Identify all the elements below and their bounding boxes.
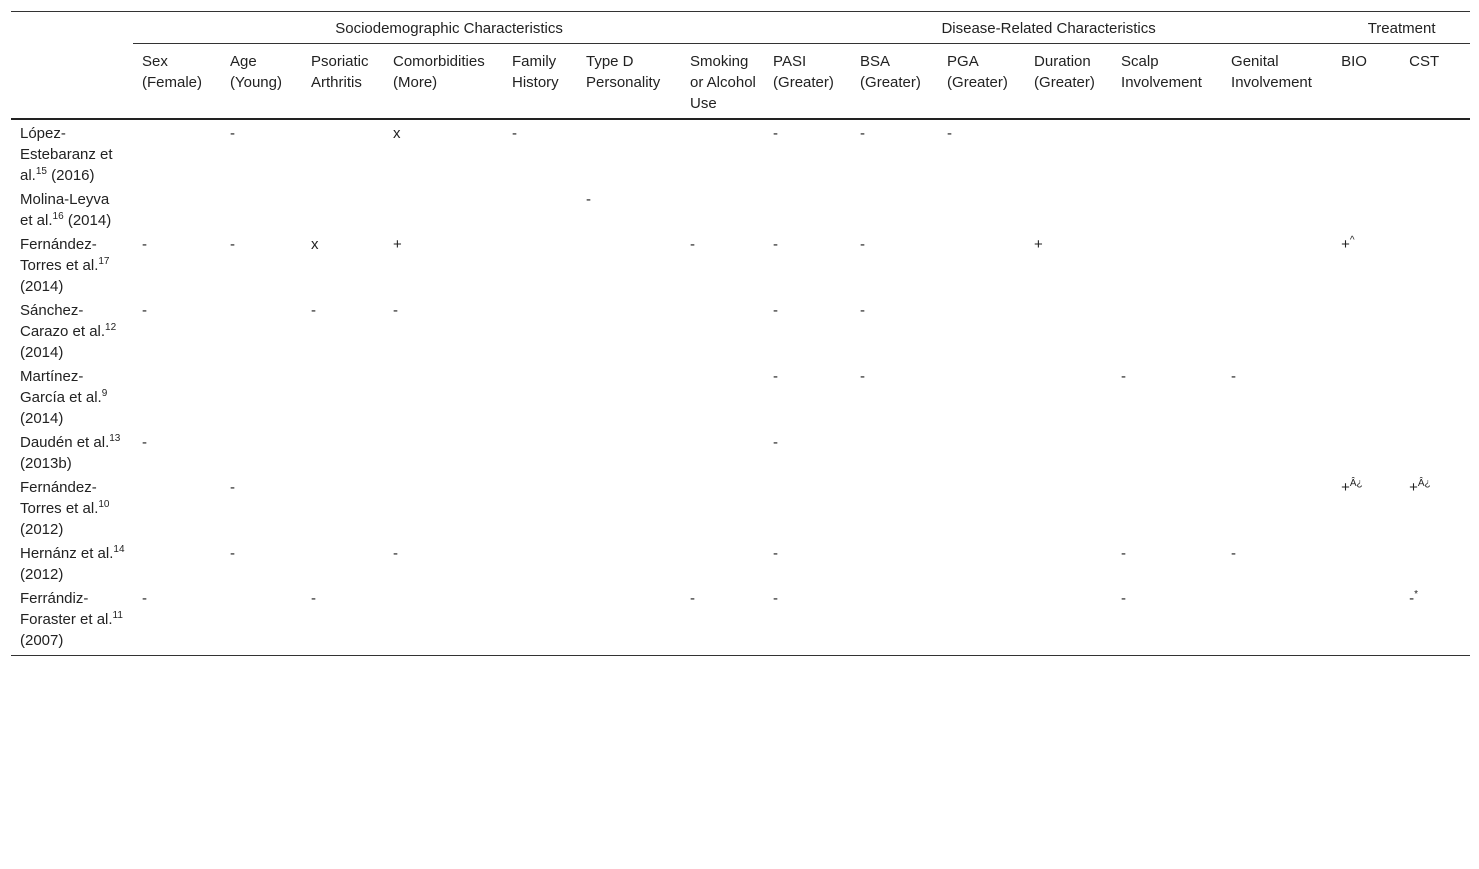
table-cell — [1025, 363, 1112, 429]
reference-number: 16 — [52, 211, 64, 222]
table-cell — [221, 585, 302, 656]
column-header: Comorbidities (More) — [384, 44, 503, 120]
table-cell — [1025, 474, 1112, 540]
table-cell — [503, 186, 577, 231]
table-cell — [302, 363, 384, 429]
table-cell: - — [690, 590, 695, 607]
table-cell — [1332, 474, 1400, 540]
table-cell — [133, 186, 221, 231]
cell-value: + — [1409, 479, 1418, 496]
study-year: (2014) — [20, 410, 64, 427]
table-cell — [1400, 540, 1470, 585]
table-cell: - — [773, 434, 779, 451]
table-cell — [938, 429, 1025, 474]
table-cell — [1400, 119, 1470, 186]
table-cell — [302, 119, 384, 186]
table-cell: - — [230, 236, 235, 253]
column-header: CST — [1400, 44, 1470, 120]
table-cell — [133, 119, 221, 186]
table-row — [11, 429, 1470, 474]
table-cell — [384, 585, 503, 656]
table-cell: - — [1121, 545, 1127, 562]
column-header: BSA (Greater) — [851, 44, 938, 120]
table-cell: - — [860, 302, 866, 319]
column-header: Sex (Female) — [133, 44, 221, 120]
column-header: Scalp Involvement — [1112, 44, 1222, 120]
table-cell: - — [1121, 590, 1127, 607]
column-header: Type D Personality — [577, 44, 681, 120]
table-cell — [221, 429, 302, 474]
table-cell — [1025, 585, 1112, 656]
group-disease: Disease-Related Characteristics — [764, 12, 1332, 44]
table-cell: + — [393, 236, 402, 253]
table-cell — [133, 540, 221, 585]
table-cell — [1332, 119, 1400, 186]
table-cell: - — [773, 368, 779, 385]
study-authors: Fernández-Torres et al. — [20, 479, 99, 517]
table-row — [11, 585, 1470, 656]
table-cell — [764, 186, 851, 231]
table-cell — [1222, 474, 1332, 540]
table-cell — [851, 474, 938, 540]
table-cell — [1222, 585, 1332, 656]
table-cell — [681, 363, 764, 429]
table-cell — [577, 119, 681, 186]
table-cell — [938, 231, 1025, 297]
table-cell: x — [393, 125, 401, 142]
reference-number: 13 — [109, 433, 121, 444]
study-authors: Fernández-Torres et al. — [20, 236, 99, 274]
table-cell: - — [142, 434, 147, 451]
study-cell — [11, 297, 133, 363]
table-cell — [577, 540, 681, 585]
table-cell — [503, 429, 577, 474]
table-cell — [221, 297, 302, 363]
column-header: Smoking or Alcohol Use — [681, 44, 764, 120]
study-authors: Sánchez-Carazo et al. — [20, 302, 106, 340]
table-cell — [302, 429, 384, 474]
table-cell — [384, 363, 503, 429]
table-cell — [577, 429, 681, 474]
study-year: (2012) — [20, 521, 64, 538]
table-cell — [681, 186, 764, 231]
column-header: BIO — [1332, 44, 1400, 120]
study-year: (2014) — [20, 278, 64, 295]
reference-number: 10 — [98, 499, 110, 510]
table-cell — [302, 474, 384, 540]
table-cell — [1112, 429, 1222, 474]
table-cell — [851, 186, 938, 231]
table-cell — [503, 231, 577, 297]
table-cell — [1400, 429, 1470, 474]
reference-number: 17 — [98, 256, 110, 267]
table-cell — [681, 474, 764, 540]
table-cell: - — [773, 236, 779, 253]
study-year: (2016) — [46, 167, 95, 184]
table-cell: - — [860, 236, 866, 253]
study-year: (2012) — [20, 566, 64, 583]
table-cell: - — [773, 545, 779, 562]
table-cell — [938, 540, 1025, 585]
table-cell: - — [947, 125, 953, 142]
table-cell — [302, 540, 384, 585]
table-row — [11, 231, 1470, 297]
table-cell — [1332, 297, 1400, 363]
table-cell — [384, 186, 503, 231]
reference-number: 12 — [105, 322, 117, 333]
column-header: PGA (Greater) — [938, 44, 1025, 120]
cell-value: + — [1341, 479, 1350, 496]
results-table — [11, 11, 1470, 656]
table-cell — [503, 363, 577, 429]
table-cell — [1332, 429, 1400, 474]
table-cell: - — [311, 302, 316, 319]
table-cell — [1112, 231, 1222, 297]
table-cell — [503, 585, 577, 656]
study-authors: López-Estebaranz et al. — [20, 125, 113, 184]
table-cell — [503, 540, 577, 585]
table-cell — [851, 429, 938, 474]
column-header-row — [11, 44, 1470, 120]
corner-cell — [11, 12, 133, 44]
table-cell — [938, 585, 1025, 656]
table-cell — [938, 186, 1025, 231]
table-cell — [1112, 297, 1222, 363]
table-cell — [503, 474, 577, 540]
table-cell — [577, 474, 681, 540]
table-cell: - — [773, 125, 779, 142]
table-cell — [1332, 231, 1400, 297]
reference-number: 11 — [112, 610, 123, 621]
table-cell — [681, 540, 764, 585]
table-cell — [681, 119, 764, 186]
table-cell: - — [1121, 368, 1127, 385]
table-cell: x — [311, 236, 319, 253]
table-cell: - — [690, 236, 695, 253]
table-cell — [384, 429, 503, 474]
table-body — [11, 119, 1470, 656]
table-cell — [681, 429, 764, 474]
study-cell — [11, 363, 133, 429]
table-cell — [133, 363, 221, 429]
table-cell — [384, 474, 503, 540]
column-header: Age (Young) — [221, 44, 302, 120]
study-cell — [11, 119, 133, 186]
study-cell — [11, 186, 133, 231]
study-authors: Molina-Leyva et al. — [20, 191, 110, 229]
table-cell — [1400, 297, 1470, 363]
table-cell — [577, 585, 681, 656]
table-cell — [1112, 186, 1222, 231]
table-cell — [577, 297, 681, 363]
table-row — [11, 297, 1470, 363]
table-cell — [764, 474, 851, 540]
study-cell — [11, 540, 133, 585]
table-cell: - — [860, 125, 866, 142]
table-cell: - — [142, 590, 147, 607]
table-cell: - — [773, 302, 779, 319]
column-header: Duration (Greater) — [1025, 44, 1112, 120]
table-cell: - — [393, 302, 398, 319]
table-cell — [1025, 540, 1112, 585]
table-cell: - — [230, 545, 235, 562]
table-cell — [1222, 297, 1332, 363]
group-treatment: Treatment — [1332, 12, 1470, 44]
table-cell — [302, 186, 384, 231]
table-cell — [1400, 186, 1470, 231]
study-year: (2013b) — [20, 455, 72, 472]
table-cell — [851, 585, 938, 656]
table-cell — [1025, 297, 1112, 363]
study-cell — [11, 474, 133, 540]
table-cell — [133, 474, 221, 540]
table-cell — [503, 297, 577, 363]
table-cell — [1222, 119, 1332, 186]
table-cell: - — [773, 590, 779, 607]
table-cell — [1112, 119, 1222, 186]
table-cell — [577, 231, 681, 297]
study-cell — [11, 429, 133, 474]
table-row — [11, 474, 1470, 540]
table-cell — [1400, 474, 1470, 540]
study-cell — [11, 585, 133, 656]
study-year: (2007) — [20, 632, 64, 649]
column-header: Family History — [503, 44, 577, 120]
table-cell: - — [512, 125, 517, 142]
table-cell: - — [586, 191, 591, 208]
study-year: (2014) — [20, 344, 64, 361]
table-cell: - — [142, 236, 147, 253]
table-cell: + — [1034, 236, 1043, 253]
corner-cell — [11, 44, 133, 120]
table-cell: - — [393, 545, 398, 562]
table-cell: - — [1231, 368, 1237, 385]
table-cell: - — [1231, 545, 1237, 562]
table-cell — [938, 474, 1025, 540]
table-cell: - — [142, 302, 147, 319]
table-row — [11, 363, 1470, 429]
study-authors: Hernánz et al. — [20, 545, 114, 562]
table-cell — [938, 297, 1025, 363]
table-cell — [1112, 474, 1222, 540]
study-cell — [11, 231, 133, 297]
table-cell — [681, 297, 764, 363]
cell-note: Â¿ — [1349, 478, 1363, 489]
table-cell — [577, 363, 681, 429]
cell-note: Â¿ — [1417, 478, 1431, 489]
cell-note: ^ — [1349, 235, 1355, 246]
column-header: Genital Involvement — [1222, 44, 1332, 120]
study-year: (2014) — [63, 212, 112, 229]
table-cell — [938, 363, 1025, 429]
table-cell — [1025, 119, 1112, 186]
group-sociodemographic: Sociodemographic Characteristics — [133, 12, 764, 44]
group-header-row — [11, 12, 1470, 44]
cell-note: * — [1414, 589, 1419, 600]
reference-number: 9 — [101, 388, 108, 399]
study-authors: Daudén et al. — [20, 434, 110, 451]
table-cell — [1222, 429, 1332, 474]
reference-number: 15 — [35, 166, 47, 177]
study-authors: Ferrándiz-Foraster et al. — [20, 590, 113, 628]
table-row — [11, 540, 1470, 585]
table-cell — [221, 186, 302, 231]
table-cell — [1025, 429, 1112, 474]
cell-value: - — [1409, 590, 1415, 607]
table-cell — [1400, 585, 1470, 656]
table-cell — [1332, 540, 1400, 585]
table-cell — [851, 540, 938, 585]
table-cell: - — [311, 590, 316, 607]
table-row — [11, 119, 1470, 186]
study-authors: Martínez-García et al. — [20, 368, 102, 406]
table-cell — [1222, 231, 1332, 297]
table-row — [11, 186, 1470, 231]
reference-number: 14 — [113, 544, 125, 555]
table-cell: - — [230, 125, 235, 142]
cell-value: + — [1341, 236, 1350, 253]
table-cell — [1332, 186, 1400, 231]
table-cell — [1400, 363, 1470, 429]
table-cell — [221, 363, 302, 429]
column-header: Psoriatic Arthritis — [302, 44, 384, 120]
table-cell — [1400, 231, 1470, 297]
column-header: PASI (Greater) — [764, 44, 851, 120]
table-cell — [1332, 585, 1400, 656]
table-cell: - — [860, 368, 866, 385]
table-cell: - — [230, 479, 235, 496]
table-cell — [1332, 363, 1400, 429]
table-cell — [1025, 186, 1112, 231]
table-cell — [1222, 186, 1332, 231]
